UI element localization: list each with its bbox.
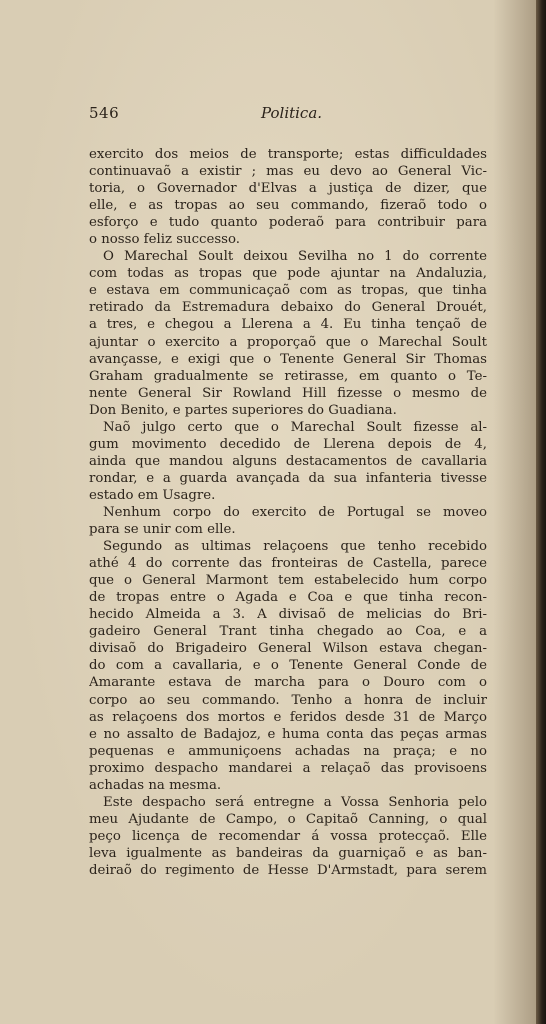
text-line: proximo despacho mandarei a relaçaõ das provisoens (89, 760, 487, 776)
text-line: o nosso feliz successo. (89, 232, 241, 248)
text-line: gum movimento decedido de Llerena depois de 4, (89, 436, 487, 452)
body-text (89, 146, 487, 879)
text-line: elle, e as tropas ao seu commando, fizeraõ todo o (89, 198, 487, 214)
text-line: ainda que mandou alguns destacamentos de cavallaria (89, 453, 487, 469)
text-line: de tropas entre o Agada e Coa e que tinha recon- (89, 590, 487, 606)
text-line: Don Benito, e partes superiores do Guadiana. (89, 402, 397, 418)
text-line: esforço e tudo quanto poderaõ para contribuir para (89, 215, 487, 231)
text-line: Naõ julgo certo que o Marechal Soult fizesse al- (103, 419, 487, 435)
text-line: Este despacho será entregne a Vossa Senhoria pelo (103, 794, 487, 810)
text-line: Amarante estava de marcha para o Douro com o (89, 675, 487, 691)
text-line: hecido Almeida a 3. A divisaõ de melicias do Bri- (89, 607, 487, 623)
text-line: deiraõ do regimento de Hesse D'Armstadt, para serem (89, 862, 487, 878)
text-line: meu Ajudante de Campo, o Capitaõ Canning, o qual (89, 811, 487, 827)
text-line: avançasse, e exigi que o Tenente General Sir Thomas (89, 351, 487, 367)
text-line: estado em Usagre. (89, 487, 216, 503)
text-line: leva igualmente as bandeiras da guarniçaõ e as ban- (89, 845, 487, 861)
text-line: Segundo as ultimas relaçoens que tenho recebido (103, 539, 487, 555)
text-line: continuavaõ a existir ; mas eu devo ao General Vic- (89, 164, 487, 180)
text-line: exercito dos meios de transporte; estas difficuldades (89, 147, 487, 162)
text-line: achadas na mesma. (89, 777, 222, 793)
text-line: divisaõ do Brigadeiro General Wilson estava chegan- (89, 641, 487, 657)
text-line: as relaçoens dos mortos e feridos desde 31 de Março (89, 709, 487, 725)
text-line: e estava em communicaçaõ com as tropas, que tinha (89, 283, 487, 299)
text-line: para se unir com elle. (89, 522, 236, 538)
text-line: athé 4 do corrente das fronteiras de Castella, parece (89, 556, 487, 572)
text-line: do com a cavallaria, e o Tenente General Conde de (89, 658, 487, 674)
text-line: ajuntar o exercito a proporçaõ que o Marechal Soult (89, 334, 487, 350)
page-number: 546 (89, 104, 120, 122)
book-binding-edge (536, 0, 546, 1024)
text-line: Nenhum corpo do exercito de Portugal se moveo (103, 504, 487, 520)
text-line: retirado da Estremadura debaixo do General Drouét, (89, 300, 487, 316)
text-line: corpo ao seu commando. Tenho a honra de incluir (89, 692, 487, 708)
section-title: Politica. (261, 104, 323, 122)
text-line: toria, o Governador d'Elvas a justiça de dizer, que (89, 181, 487, 197)
text-line: pequenas e ammuniçoens achadas na praça; e no (89, 743, 487, 759)
text-line: com todas as tropas que pode ajuntar na Andaluzia, (89, 266, 487, 282)
running-head (89, 104, 489, 126)
text-line: O Marechal Soult deixou Sevilha no 1 do corrente (103, 249, 487, 265)
text-line: que o General Marmont tem estabelecido hum corpo (89, 573, 487, 589)
text-line: rondar, e a guarda avançada da sua infanteria tivesse (89, 470, 487, 486)
text-line: nente General Sir Rowland Hill fizesse o mesmo de (89, 385, 487, 401)
text-line: Graham gradualmente se retirasse, em quanto o Te- (89, 368, 487, 384)
text-line: e no assalto de Badajoz, e huma conta das peças armas (89, 726, 487, 742)
text-line: gadeiro General Trant tinha chegado ao Coa, e a (89, 624, 487, 640)
text-line: a tres, e chegou a Llerena a 4. Eu tinha tençaõ de (89, 317, 487, 333)
text-line: peço licença de recomendar á vossa protecçaõ. Elle (89, 828, 487, 844)
